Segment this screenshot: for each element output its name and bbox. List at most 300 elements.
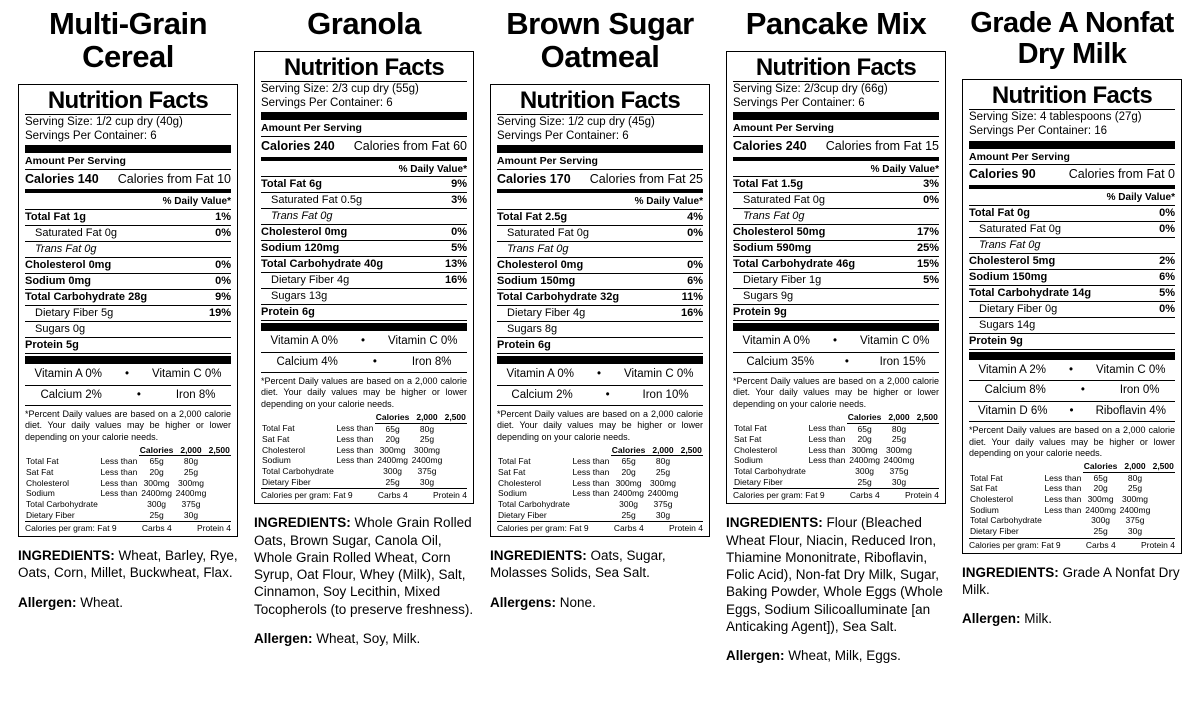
dv-table-cell: 300mg bbox=[143, 477, 170, 488]
dv-table-cell: 300g bbox=[855, 466, 875, 477]
dv-table-cell: Cholesterol bbox=[26, 477, 69, 488]
nutrient-name: Cholesterol 0mg bbox=[497, 259, 584, 272]
dv-table-cell: Total Fat bbox=[734, 423, 767, 434]
dv-table-row bbox=[969, 526, 1175, 537]
nutrient-dv: 9% bbox=[215, 291, 231, 304]
divider-thick bbox=[969, 141, 1175, 149]
dv-table-cell: 2400mg bbox=[1119, 504, 1151, 515]
allergen-text bbox=[962, 610, 1182, 627]
nutrient-row bbox=[261, 257, 467, 273]
dv-table-cell: Less than bbox=[336, 455, 374, 466]
dv-table-cell: Less than bbox=[1044, 494, 1082, 505]
divider-thin bbox=[261, 136, 467, 137]
dv-table-cell: Total Carbohydrate bbox=[26, 498, 98, 509]
dv-table-cell bbox=[99, 510, 138, 521]
nutrient-dv: 3% bbox=[451, 194, 467, 207]
dv-table-cell: 30g bbox=[891, 476, 907, 487]
dv-table-header: 2,500 bbox=[208, 444, 230, 455]
nutrient-row bbox=[969, 206, 1175, 222]
serving-info bbox=[969, 111, 1175, 139]
divider-thick bbox=[733, 323, 939, 331]
calories-row bbox=[497, 171, 703, 188]
dv-table-cell: 65g bbox=[385, 423, 400, 434]
dv-table-cell: 20g bbox=[149, 467, 164, 478]
nutrient-name: Trans Fat 0g bbox=[979, 238, 1041, 251]
dv-table-cell: Sodium bbox=[970, 504, 999, 515]
allergen-label: Allergens: bbox=[490, 594, 557, 610]
ingredients-text bbox=[962, 564, 1182, 599]
product-title: Granola bbox=[307, 6, 421, 41]
ingredients-value: Flour (Bleached Wheat Flour, Niacin, Reduced Iron, Thiamine Mononitrate, Riboflavin, Folic Acid), Non-fat Dry Milk, Sugar, Baking Powder, Whole Eggs (Whole Eggs, Sodium Silicoalluminate [an Anticaking Agent]), Sea Salt. bbox=[726, 515, 943, 634]
vitamin-row bbox=[969, 403, 1175, 421]
divider-thin bbox=[733, 81, 939, 82]
nutrient-name: Dietary Fiber 5g bbox=[35, 307, 114, 320]
dv-table-header bbox=[497, 445, 611, 456]
nutrient-row bbox=[969, 270, 1175, 286]
nutrient-dv: 19% bbox=[208, 307, 231, 320]
calories-row bbox=[25, 171, 231, 188]
divider-thin bbox=[497, 114, 703, 115]
divider-thick bbox=[733, 112, 939, 120]
dv-table-row bbox=[261, 445, 467, 456]
allergen-label: Allergen: bbox=[254, 630, 313, 646]
divider-thick bbox=[497, 356, 703, 364]
divider-thin bbox=[497, 385, 703, 386]
nutrient-name: Sodium 590mg bbox=[733, 242, 812, 255]
calories-per-gram-row bbox=[25, 521, 231, 533]
dv-table-header bbox=[733, 412, 847, 423]
nutrient-dv: 0% bbox=[687, 259, 703, 272]
nutrient-dv: 15% bbox=[916, 258, 939, 271]
nutrient-name: Sodium 150mg bbox=[497, 275, 576, 288]
serving-info bbox=[25, 116, 231, 144]
calories-value: Calories 90 bbox=[969, 167, 1036, 182]
dv-table-cell: 300mg bbox=[851, 444, 878, 455]
dv-table-cell: Less than bbox=[808, 434, 846, 445]
calories-row bbox=[969, 166, 1175, 183]
dv-table-header: Calories bbox=[375, 411, 410, 422]
serving-size: Serving Size: 2/3cup dry (66g) bbox=[733, 82, 888, 95]
dv-table-cell: 20g bbox=[857, 434, 872, 445]
nutrient-row bbox=[261, 289, 467, 305]
dv-table-cell: 300mg bbox=[1121, 494, 1148, 505]
product-title: Pancake Mix bbox=[745, 6, 927, 41]
nutrient-name: Total Fat 1g bbox=[25, 211, 86, 224]
vitamin-left: Vitamin A 2% bbox=[978, 363, 1047, 376]
nutrient-row bbox=[261, 225, 467, 241]
serving-info bbox=[261, 83, 467, 111]
dv-table-cell: Dietary Fiber bbox=[26, 509, 75, 520]
nutrient-name: Total Carbohydrate 14g bbox=[969, 286, 1092, 299]
dv-table-cell: 80g bbox=[183, 456, 199, 467]
nutrition-facts-heading: Nutrition Facts bbox=[519, 86, 681, 114]
dv-table-cell: 80g bbox=[891, 423, 907, 434]
nutrient-name: Trans Fat 0g bbox=[743, 210, 805, 223]
dv-table-cell: 2400mg bbox=[647, 488, 679, 499]
vitamin-separator-dot: • bbox=[605, 388, 610, 401]
vitamin-row bbox=[969, 362, 1175, 380]
serving-info bbox=[497, 116, 703, 144]
calories-per-gram-row bbox=[261, 488, 467, 500]
dv-table-cell: 2400mg bbox=[175, 488, 207, 499]
dv-table-row bbox=[497, 510, 703, 521]
dv-table-row bbox=[25, 467, 231, 478]
nutrient-row bbox=[25, 242, 231, 258]
dv-table-cell: Total Fat bbox=[262, 423, 295, 434]
nutrient-row bbox=[733, 193, 939, 209]
dv-table-cell bbox=[807, 477, 846, 488]
dv-table-cell: 375g bbox=[889, 466, 909, 477]
vitamin-separator-dot: • bbox=[372, 355, 377, 368]
dv-table-cell: 300mg bbox=[177, 477, 204, 488]
nutrient-name: Total Carbohydrate 40g bbox=[261, 258, 384, 271]
dv-table-cell: Less than bbox=[336, 434, 374, 445]
nutrient-name: Sugars 14g bbox=[979, 318, 1036, 331]
dv-table-row bbox=[497, 456, 703, 467]
calories-from-fat: Calories from Fat 10 bbox=[117, 171, 231, 186]
vitamin-left: Vitamin A 0% bbox=[506, 367, 575, 380]
nutrient-row bbox=[261, 193, 467, 209]
nutrient-dv: 6% bbox=[1159, 270, 1175, 283]
vitamin-right: Vitamin C 0% bbox=[388, 335, 458, 348]
vitamin-right: Vitamin C 0% bbox=[152, 367, 222, 380]
nutrient-name: Saturated Fat 0.5g bbox=[271, 194, 363, 207]
nutrient-dv: 16% bbox=[444, 274, 467, 287]
nutrient-row bbox=[969, 286, 1175, 302]
nutrient-row bbox=[261, 305, 467, 321]
ingredients-text bbox=[726, 514, 946, 635]
dv-table-cell: 300mg bbox=[615, 477, 642, 488]
calories-per-gram-item: Carbs 4 bbox=[613, 523, 644, 534]
divider-medium bbox=[969, 185, 1175, 189]
dv-table-cell: 300g bbox=[383, 466, 403, 477]
nutrient-name: Saturated Fat 0g bbox=[979, 222, 1061, 235]
dv-table-row bbox=[969, 494, 1175, 505]
daily-value-header: % Daily Value* bbox=[733, 163, 939, 178]
dv-table-cell: Less than bbox=[808, 444, 846, 455]
vitamin-left: Vitamin A 0% bbox=[742, 335, 811, 348]
dv-table-cell: 300mg bbox=[379, 444, 406, 455]
serving-size: Serving Size: 2/3 cup dry (55g) bbox=[261, 82, 419, 95]
nutrient-row bbox=[969, 334, 1175, 350]
product-panel bbox=[246, 8, 482, 647]
divider-thin bbox=[969, 421, 1175, 422]
calories-value: Calories 170 bbox=[497, 171, 571, 186]
dv-table-cell: Total Fat bbox=[970, 472, 1003, 483]
nutrient-row bbox=[261, 241, 467, 257]
dv-table-cell: Total Fat bbox=[498, 456, 531, 467]
vitamin-row bbox=[25, 366, 231, 384]
divider-thin bbox=[733, 372, 939, 373]
dv-table-row bbox=[25, 499, 231, 510]
dv-table-cell: 300g bbox=[147, 498, 167, 509]
dv-table-cell: 300mg bbox=[649, 477, 676, 488]
nutrient-name: Total Fat 6g bbox=[261, 178, 322, 191]
dv-table-row bbox=[733, 423, 939, 434]
calories-value: Calories 240 bbox=[733, 138, 807, 153]
dv-table-cell: 30g bbox=[655, 509, 671, 520]
product-panel bbox=[718, 8, 954, 664]
nutrient-row bbox=[733, 241, 939, 257]
nutrition-facts-label bbox=[726, 51, 946, 505]
serving-size: Serving Size: 1/2 cup dry (40g) bbox=[25, 115, 183, 128]
calories-per-gram-item: Protein 4 bbox=[196, 523, 231, 534]
dv-table-row bbox=[25, 488, 231, 499]
dv-table-cell: Dietary Fiber bbox=[498, 509, 547, 520]
divider-thin bbox=[25, 385, 231, 386]
servings-per-container: Servings Per Container: 6 bbox=[25, 129, 157, 142]
dv-table-header bbox=[969, 461, 1083, 472]
nutrient-dv: 0% bbox=[215, 227, 231, 240]
divider-thick bbox=[497, 145, 703, 153]
vitamin-left: Calcium 2% bbox=[40, 388, 102, 401]
divider-thick bbox=[25, 356, 231, 364]
nutrition-facts-label bbox=[18, 84, 238, 538]
nutrient-dv: 1% bbox=[215, 211, 231, 224]
product-title: Brown Sugar Oatmeal bbox=[506, 6, 694, 74]
nutrient-name: Sodium 150mg bbox=[969, 270, 1048, 283]
dv-table-cell: 25g bbox=[385, 476, 400, 487]
dv-table-cell bbox=[335, 466, 374, 477]
dv-table-cell: 2400mg bbox=[411, 455, 443, 466]
dv-table-cell: 25g bbox=[1093, 525, 1108, 536]
nutrition-facts-label bbox=[490, 84, 710, 538]
serving-size: Serving Size: 1/2 cup dry (45g) bbox=[497, 115, 655, 128]
dv-table-header: 2,000 bbox=[1119, 461, 1152, 472]
vitamin-row bbox=[969, 382, 1175, 400]
calories-per-gram-item: Calories per gram: Fat 9 bbox=[497, 523, 589, 534]
nutrient-row bbox=[497, 322, 703, 338]
dv-table-cell: Cholesterol bbox=[498, 477, 541, 488]
serving-info bbox=[733, 83, 939, 111]
dv-table-header: 2,500 bbox=[444, 411, 466, 422]
nutrient-name: Trans Fat 0g bbox=[35, 243, 97, 256]
allergen-label: Allergen: bbox=[18, 594, 77, 610]
calories-row bbox=[261, 138, 467, 155]
divider-thick bbox=[261, 112, 467, 120]
divider-thin bbox=[733, 352, 939, 353]
dv-table-row bbox=[733, 477, 939, 488]
nutrient-row bbox=[733, 225, 939, 241]
nutrient-name: Cholesterol 5mg bbox=[969, 254, 1056, 267]
dv-table-cell: 2400mg bbox=[613, 488, 644, 499]
divider-thin bbox=[497, 405, 703, 406]
vitamin-row bbox=[733, 354, 939, 372]
nutrient-dv: 0% bbox=[215, 275, 231, 288]
allergen-value: Milk. bbox=[1024, 611, 1053, 627]
vitamin-row bbox=[497, 387, 703, 405]
dv-table-cell: Less than bbox=[1044, 483, 1082, 494]
vitamin-right: Vitamin C 0% bbox=[1096, 363, 1166, 376]
dv-table-row bbox=[969, 515, 1175, 526]
nutrient-name: Trans Fat 0g bbox=[507, 243, 569, 256]
nutrient-dv: 0% bbox=[1159, 222, 1175, 235]
nutrient-row bbox=[25, 210, 231, 226]
dv-table-cell: 25g bbox=[149, 509, 164, 520]
nutrient-name: Sugars 8g bbox=[507, 323, 558, 336]
nutrient-row bbox=[733, 209, 939, 225]
vitamin-separator-dot: • bbox=[125, 367, 130, 380]
nutrient-row bbox=[25, 306, 231, 322]
vitamin-right: Iron 15% bbox=[879, 355, 926, 368]
vitamin-separator-dot: • bbox=[833, 335, 838, 348]
dv-table-cell: 25g bbox=[419, 434, 435, 445]
nutrient-name: Protein 9g bbox=[733, 306, 787, 319]
product-panel bbox=[482, 8, 718, 611]
nutrient-name: Sugars 9g bbox=[743, 290, 794, 303]
dv-table-cell: Cholesterol bbox=[262, 444, 305, 455]
divider-thin bbox=[261, 81, 467, 82]
nutrient-name: Protein 5g bbox=[25, 338, 79, 351]
allergen-label: Allergen: bbox=[726, 648, 785, 664]
calories-per-gram-item: Carbs 4 bbox=[377, 490, 408, 501]
nutrient-row bbox=[733, 257, 939, 273]
dv-table-cell: Sat Fat bbox=[262, 434, 290, 445]
dv-table-cell: Sodium bbox=[498, 488, 527, 499]
servings-per-container: Servings Per Container: 6 bbox=[733, 96, 865, 109]
nutrient-name: Dietary Fiber 4g bbox=[507, 307, 586, 320]
daily-value-footnote: *Percent Daily values are based on a 2,000 calorie diet. Your daily values may be higher or lower depending on your calorie needs. bbox=[25, 409, 231, 442]
nutrient-row bbox=[25, 226, 231, 242]
calories-per-gram-item: Calories per gram: Fat 9 bbox=[733, 490, 825, 501]
nutrient-dv: 0% bbox=[451, 226, 467, 239]
dv-table-cell: 25g bbox=[1127, 483, 1143, 494]
dv-table-cell: Dietary Fiber bbox=[734, 476, 783, 487]
divider-thin bbox=[261, 372, 467, 373]
divider-thin bbox=[969, 164, 1175, 165]
calories-value: Calories 240 bbox=[261, 138, 335, 153]
dv-table-cell: 80g bbox=[655, 456, 671, 467]
product-title: Multi-Grain Cereal bbox=[48, 6, 208, 74]
calories-from-fat: Calories from Fat 15 bbox=[825, 138, 939, 153]
nutrient-name: Saturated Fat 0g bbox=[35, 227, 117, 240]
calories-per-gram-row bbox=[969, 538, 1175, 550]
nutrient-row bbox=[25, 274, 231, 290]
nutrient-name: Cholesterol 0mg bbox=[25, 259, 112, 272]
ingredients-value: Oats, Sugar, Molasses Solids, Sea Salt. bbox=[490, 548, 666, 581]
ingredients-value: Wheat, Barley, Rye, Oats, Corn, Millet, Buckwheat, Flax. bbox=[18, 548, 238, 581]
vitamin-separator-dot: • bbox=[597, 367, 602, 380]
dv-table-header: 2,000 bbox=[647, 445, 680, 456]
dv-table-cell: Less than bbox=[336, 444, 374, 455]
nutrient-dv: 25% bbox=[916, 242, 939, 255]
dv-table-cell: 375g bbox=[1125, 515, 1145, 526]
vitamin-left: Vitamin A 0% bbox=[34, 367, 103, 380]
vitamin-separator-dot: • bbox=[1069, 404, 1074, 417]
nutrient-dv: 4% bbox=[687, 211, 703, 224]
dv-table-cell: Less than bbox=[1044, 504, 1082, 515]
vitamin-right: Vitamin C 0% bbox=[860, 335, 930, 348]
allergen-value: None. bbox=[559, 594, 596, 610]
amount-per-serving: Amount Per Serving bbox=[25, 155, 126, 168]
calories-per-gram-item: Protein 4 bbox=[1140, 539, 1175, 550]
ingredients-label: INGREDIENTS: bbox=[490, 548, 587, 564]
calories-per-gram-item: Protein 4 bbox=[904, 490, 939, 501]
calories-per-gram-item: Calories per gram: Fat 9 bbox=[969, 539, 1061, 550]
calories-from-fat: Calories from Fat 25 bbox=[589, 171, 703, 186]
daily-value-header: % Daily Value* bbox=[261, 163, 467, 178]
vitamin-left: Calcium 8% bbox=[984, 384, 1046, 397]
nutrient-row bbox=[497, 258, 703, 274]
nutrient-dv: 17% bbox=[916, 226, 939, 239]
vitamin-separator-dot: • bbox=[1080, 384, 1085, 397]
dv-table-header: Calories bbox=[139, 444, 174, 455]
nutrient-name: Total Fat 0g bbox=[969, 206, 1030, 219]
dv-table-cell: 2400mg bbox=[849, 455, 880, 466]
nutrient-row bbox=[497, 338, 703, 354]
dv-table-cell: Less than bbox=[100, 488, 138, 499]
nutrient-row bbox=[261, 209, 467, 225]
dv-table-cell: Less than bbox=[572, 467, 610, 478]
nutrient-row bbox=[969, 222, 1175, 238]
dv-table-cell: Less than bbox=[336, 423, 374, 434]
dv-table-cell: Total Fat bbox=[26, 456, 59, 467]
dv-table-cell: 25g bbox=[655, 467, 671, 478]
vitamin-row bbox=[25, 387, 231, 405]
dv-table-cell bbox=[335, 477, 374, 488]
divider-thick bbox=[25, 145, 231, 153]
dv-table-cell: 25g bbox=[891, 434, 907, 445]
dv-table-cell: 65g bbox=[857, 423, 872, 434]
nutrient-row bbox=[497, 306, 703, 322]
dv-table-cell: 25g bbox=[183, 467, 199, 478]
nutrient-dv: 9% bbox=[451, 178, 467, 191]
dv-table-cell: 20g bbox=[1093, 483, 1108, 494]
vitamin-separator-dot: • bbox=[1069, 363, 1074, 376]
nutrient-name: Cholesterol 50mg bbox=[733, 226, 826, 239]
ingredients-label: INGREDIENTS: bbox=[18, 548, 115, 564]
ingredients-label: INGREDIENTS: bbox=[962, 564, 1059, 580]
vitamin-right: Vitamin C 0% bbox=[624, 367, 694, 380]
dv-table-row bbox=[497, 467, 703, 478]
nutrient-dv: 5% bbox=[923, 274, 939, 287]
dv-table-cell bbox=[1043, 526, 1082, 537]
dv-table-row bbox=[733, 434, 939, 445]
dv-table-cell: 30g bbox=[183, 509, 199, 520]
dv-table-header: 2,500 bbox=[680, 444, 702, 455]
vitamin-row bbox=[733, 333, 939, 351]
calories-per-gram-item: Protein 4 bbox=[668, 523, 703, 534]
nutrient-name: Total Carbohydrate 32g bbox=[497, 291, 620, 304]
dv-table-cell: 375g bbox=[181, 498, 201, 509]
ingredients-value: Whole Grain Rolled Oats, Brown Sugar, Canola Oil, Whole Grain Rolled Wheat, Corn Syrup, Oat Flour, Whey (Milk), Salt, Cinnamon, Soy Lecithin, Mixed Tocopherols (to preserve freshness). bbox=[254, 515, 474, 617]
vitamin-right: Iron 10% bbox=[642, 388, 689, 401]
dv-table-header: 2,000 bbox=[175, 445, 208, 456]
calories-from-fat: Calories from Fat 60 bbox=[353, 138, 467, 153]
ingredients-label: INGREDIENTS: bbox=[726, 515, 823, 531]
nutrient-row bbox=[261, 177, 467, 193]
nutrient-dv: 3% bbox=[923, 178, 939, 191]
nutrient-name: Cholesterol 0mg bbox=[261, 226, 348, 239]
dv-table-cell: Less than bbox=[1044, 472, 1082, 483]
nutrient-dv: 0% bbox=[923, 194, 939, 207]
servings-per-container: Servings Per Container: 6 bbox=[497, 129, 629, 142]
dv-table-cell: 375g bbox=[653, 498, 673, 509]
dv-table-cell: Less than bbox=[100, 477, 138, 488]
vitamin-right: Iron 8% bbox=[175, 388, 216, 401]
nutrient-name: Total Fat 2.5g bbox=[497, 211, 568, 224]
dv-table-cell: Total Carbohydrate bbox=[970, 515, 1042, 526]
nutrition-facts-label bbox=[962, 79, 1182, 553]
dv-table-row bbox=[25, 478, 231, 489]
daily-values-table bbox=[969, 461, 1175, 536]
daily-values-table bbox=[25, 445, 231, 520]
dv-table-cell: 300g bbox=[619, 498, 639, 509]
calories-per-gram-item: Carbs 4 bbox=[141, 523, 172, 534]
dv-table-header: 2,500 bbox=[1152, 461, 1174, 472]
dv-table-cell: Dietary Fiber bbox=[970, 525, 1019, 536]
nutrient-dv: 0% bbox=[1159, 302, 1175, 315]
